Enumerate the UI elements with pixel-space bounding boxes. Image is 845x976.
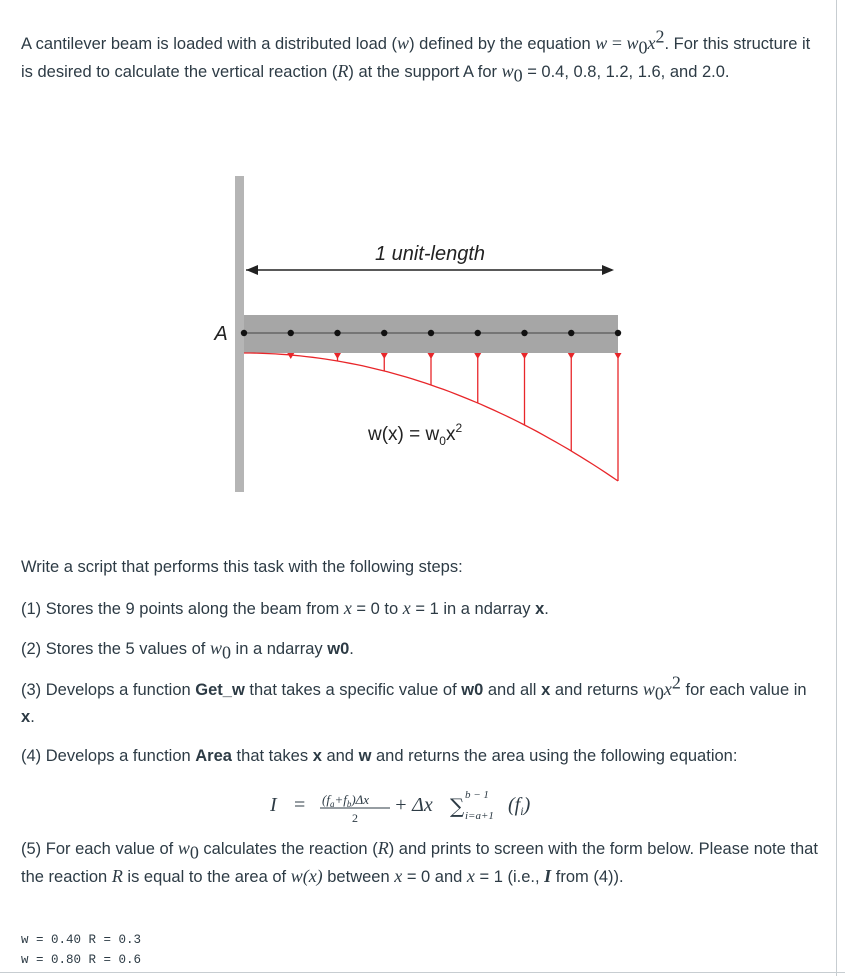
beam-node xyxy=(428,330,434,336)
step-3: (3) Develops a function Get_w that takes a specific value of w0 and all x and returns $w_0x^2$ for each value in x. xyxy=(21,672,807,726)
length-label: 1 unit-length xyxy=(374,243,486,265)
svg-text:+ Δx: + Δx xyxy=(394,794,433,816)
load-arrow-head xyxy=(381,353,388,359)
svg-text:2: 2 xyxy=(352,811,358,825)
svg-text:i=a+1: i=a+1 xyxy=(465,810,494,822)
beam-node xyxy=(288,330,294,336)
step-1: (1) Stores the 9 points along the beam from x = 0 to x = 1 in a ndarray x. xyxy=(21,598,549,618)
step-2: (2) Stores the 5 values of $w_0$ in a ndarray w0. xyxy=(21,638,354,663)
beam-node xyxy=(568,330,574,336)
support-label: A xyxy=(214,323,228,345)
svg-text:b − 1: b − 1 xyxy=(465,789,489,801)
beam-node xyxy=(615,330,621,336)
svg-text:=: = xyxy=(294,794,306,816)
beam-node xyxy=(334,330,340,336)
load-arrow-head xyxy=(334,353,341,359)
load-arrow-head xyxy=(428,353,435,359)
beam-node xyxy=(521,330,527,336)
beam-node xyxy=(241,330,247,336)
load-arrow-head xyxy=(287,353,294,359)
area-formula xyxy=(270,786,590,826)
svg-text:∑: ∑ xyxy=(450,794,465,818)
bottom-divider xyxy=(0,972,845,973)
output-line-2: w = 0.80 R = 0.6 xyxy=(21,953,142,967)
step-5: (5) For each value of $w_0$ calculates the reaction (R) and prints to screen with the form below. Please note that the reaction R is equal to the area of w(x) between x = 0 and x = 1 (i.e., I from (4)). xyxy=(21,838,818,886)
step-4: (4) Develops a function Area that takes x and w and returns the area using the following equation: xyxy=(21,747,738,765)
load-arrow-head xyxy=(521,353,528,359)
load-arrow-head xyxy=(615,353,622,359)
load-arrow-head xyxy=(474,353,481,359)
svg-text:(fa+fb)Δx: $(f_a+f_b)\Delta x$ xyxy=(322,792,370,809)
beam-node xyxy=(475,330,481,336)
svg-text:(fi): $(f_i)$ xyxy=(508,794,531,818)
output-line-1: w = 0.40 R = 0.3 xyxy=(21,933,142,947)
svg-text:I: I xyxy=(270,794,277,816)
right-divider xyxy=(836,0,837,976)
intro-paragraph: A cantilever beam is loaded with a distributed load (w) defined by the equation $w = w_0x^2$. For this structure it is desired to calculate the vertical reaction (R) at the support A for $w_0 = 0.4$, 0.8, 1.2, 1.6, and 2.0. xyxy=(21,26,811,86)
length-arrow-right xyxy=(602,265,614,275)
steps-heading: Write a script that performs this task with the following steps: xyxy=(21,558,463,576)
beam-node xyxy=(381,330,387,336)
load-label: $w(x) = w_0x^2$ xyxy=(368,421,463,448)
load-arrow-head xyxy=(568,353,575,359)
length-arrow-left xyxy=(246,265,258,275)
